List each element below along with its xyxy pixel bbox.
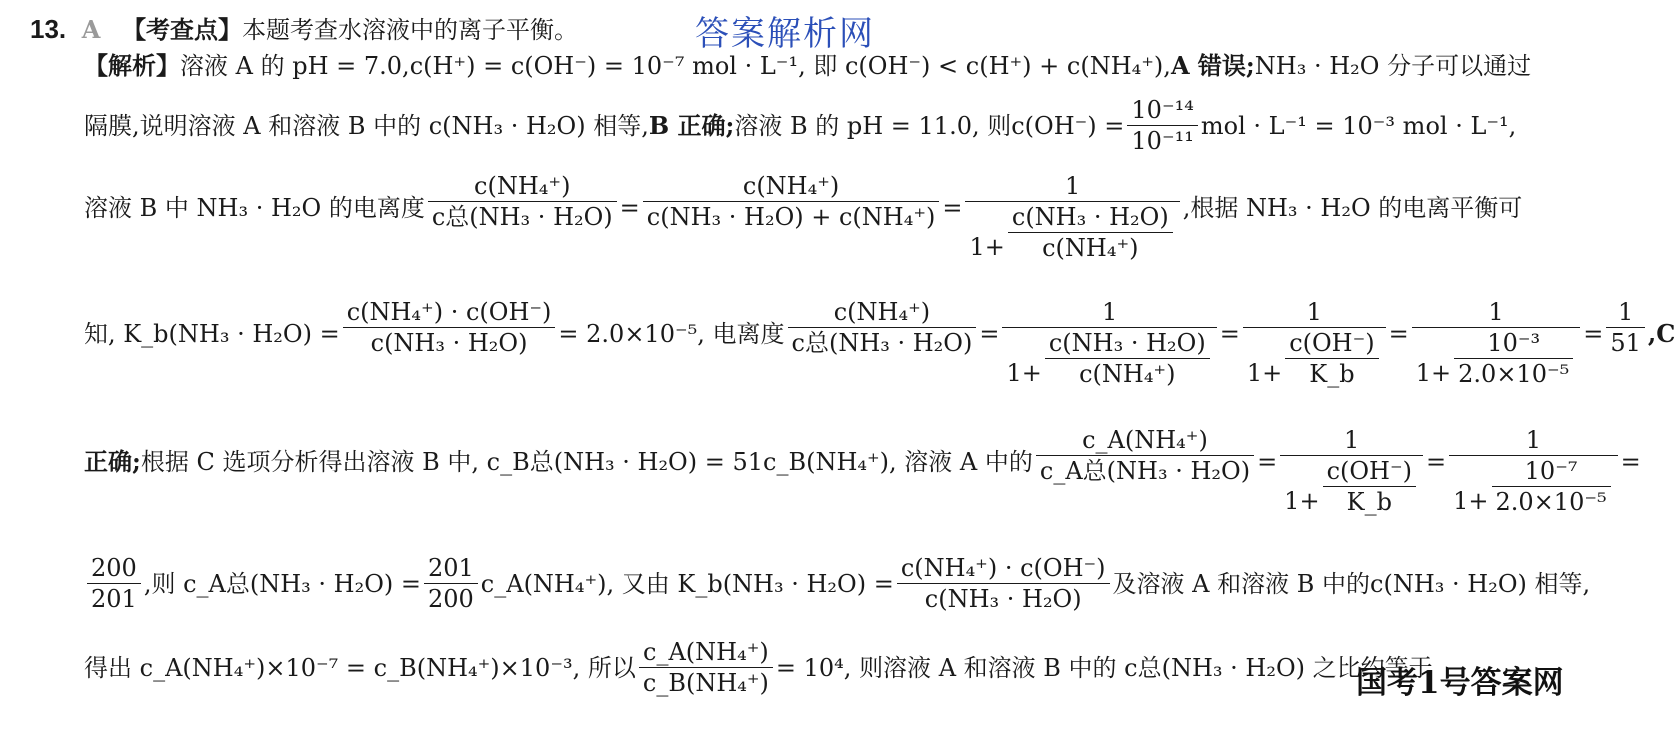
fraction-denominator: 2.0×10⁻⁵: [1458, 360, 1570, 388]
fraction-bar: [1036, 455, 1254, 456]
fraction-numerator: 1: [1488, 298, 1504, 326]
one-plus: 1+: [1006, 358, 1042, 387]
fraction-bar: [1412, 327, 1581, 328]
equals-sign: =: [1219, 320, 1240, 348]
fraction-numerator: 10⁻⁷: [1524, 457, 1578, 485]
fraction-denominator: c_B(NH₄⁺): [642, 669, 769, 697]
fraction-bar: [1606, 327, 1645, 328]
fraction-denominator: K_b: [1346, 488, 1392, 516]
fraction-denominator: K_b: [1309, 360, 1355, 388]
nested-fraction: [1492, 459, 1611, 514]
equals-sign: =: [1388, 320, 1409, 348]
fraction-denominator: 200: [427, 585, 474, 613]
analysis-label: 【解析】: [84, 51, 180, 80]
fraction-denominator: 10⁻¹¹: [1131, 127, 1194, 155]
fraction-bar: [897, 583, 1110, 584]
fraction-numerator: 1: [1101, 298, 1118, 326]
fraction-200-201: [87, 556, 141, 611]
fraction-numerator: c(NH₄⁺): [474, 172, 571, 200]
line2-text-b: 溶液 B 的 pH = 11.0, 则c(OH⁻) =: [734, 111, 1125, 140]
fraction-numerator: 1: [1064, 172, 1081, 200]
fraction-kb-expression: [897, 556, 1110, 611]
fraction-oh-concentration: [1127, 98, 1197, 153]
fraction-bar: [87, 583, 141, 584]
fraction-bar: [1127, 125, 1197, 126]
fraction-ionization-b: [643, 174, 940, 229]
fraction-bar: [1045, 358, 1210, 359]
fraction-denominator: [1412, 331, 1581, 386]
fraction-oh-over-kb: [1243, 300, 1386, 386]
fraction-numerator: c(NH₄⁺) · c(OH⁻): [900, 554, 1106, 582]
fraction-bar: [424, 583, 478, 584]
verdict-a-wrong: A 错误;: [1170, 51, 1255, 80]
fraction-denominator: c(NH₄⁺): [1042, 234, 1139, 262]
fraction-bar: [1243, 327, 1386, 328]
fraction-degree-expanded: [1002, 300, 1216, 386]
fraction-bar: [1285, 358, 1378, 359]
equals-sign: =: [942, 194, 963, 222]
one-plus: 1+: [1246, 358, 1283, 387]
fraction-bar: [1323, 486, 1416, 487]
line6-text-a: ,则 c_A总(NH₃ · H₂O) =: [143, 569, 421, 598]
line6-text-b: c_A(NH₄⁺), 又由 K_b(NH₃ · H₂O) =: [480, 569, 894, 598]
fraction-bar: [1008, 232, 1173, 233]
one-plus: 1+: [1284, 486, 1320, 515]
line4-text-b: = 2.0×10⁻⁵, 电离度: [558, 320, 785, 348]
fraction-numerator: c(NH₃ · H₂O): [1048, 329, 1206, 357]
line4-text-a: 知, K_b(NH₃ · H₂O) =: [84, 320, 340, 348]
fraction-degree: [788, 300, 977, 355]
fraction-numerator: c(NH₄⁺): [833, 298, 931, 326]
fraction-ionization-a: [428, 174, 617, 229]
solution-line-4: [84, 300, 1675, 386]
nested-fraction: [1045, 331, 1210, 386]
fraction-numerator: c_A(NH₄⁺): [1082, 426, 1208, 454]
fraction-denominator: 51: [1610, 329, 1641, 357]
fraction-bar: [1492, 486, 1611, 487]
fraction-numerator: 10⁻¹⁴: [1131, 96, 1194, 124]
fraction-numerator: c(NH₃ · H₂O): [1011, 203, 1169, 231]
verdict-c-label: ,C: [1647, 319, 1675, 348]
equals-sign: =: [1620, 448, 1641, 476]
equals-sign: =: [979, 320, 1000, 348]
solution-line-2: [84, 98, 1516, 153]
line7-text-b: = 10⁴, 则溶液 A 和溶液 B 中的 c总(NH₃ · H₂O) 之比约等于: [775, 653, 1433, 682]
solution-line-5: [84, 428, 1641, 514]
fraction-bar: [639, 667, 773, 668]
topic-text: 本题考查水溶液中的离子平衡。: [242, 16, 579, 44]
question-header: [30, 10, 578, 45]
fraction-numerator: c(OH⁻): [1326, 457, 1413, 485]
nested-fraction: [1454, 331, 1573, 386]
fraction-denominator: [1449, 459, 1618, 514]
line1-text-b: c(H⁺) = c(OH⁻) = 10⁻⁷ mol · L⁻¹, 即 c(OH⁻) < c(H⁺) + c(NH₄⁺),: [409, 52, 1171, 80]
line2-text-a: 隔膜,说明溶液 A 和溶液 B 中的 c(NH₃ · H₂O) 相等,: [84, 111, 649, 140]
question-number: 13.: [30, 14, 67, 44]
nested-fraction: [1285, 331, 1378, 386]
line5-text-a: 根据 C 选项分析得出溶液 B 中, c_B总(NH₃ · H₂O) = 51c_B(NH₄⁺), 溶液 A 中的: [140, 448, 1033, 476]
fraction-denominator: c总(NH₃ · H₂O): [431, 203, 613, 231]
fraction-bar: [343, 327, 556, 328]
verdict-b-correct: B 正确;: [648, 110, 735, 140]
solution-line-1: [84, 51, 1532, 80]
fraction-denominator: c(NH₃ · H₂O) + c(NH₄⁺): [646, 203, 936, 231]
fraction-numerator: 1: [1618, 298, 1634, 326]
fraction-denominator: [965, 205, 1179, 260]
verdict-c-correct: 正确;: [84, 447, 141, 476]
watermark-top: 答案解析网: [695, 14, 875, 54]
one-plus: 1+: [1453, 486, 1489, 515]
fraction-bar: [965, 201, 1179, 202]
fraction-ca-ratio: [1036, 428, 1254, 483]
fraction-denominator: c_A总(NH₃ · H₂O): [1039, 457, 1251, 485]
fraction-numeric-a: [1449, 428, 1618, 514]
fraction-numerator: 1: [1306, 298, 1322, 326]
fraction-denominator: c总(NH₃ · H₂O): [791, 329, 973, 357]
watermark-bottom: 国考1号答案网: [1356, 665, 1564, 701]
solution-line-3: [84, 174, 1522, 260]
fraction-denominator: [1243, 331, 1386, 386]
nested-fraction: [1008, 205, 1173, 260]
line7-text-a: 得出 c_A(NH₄⁺)×10⁻⁷ = c_B(NH₄⁺)×10⁻³, 所以: [84, 653, 636, 682]
line3-text-b: ,根据 NH₃ · H₂O 的电离平衡可: [1182, 194, 1523, 222]
fraction-denominator: c(NH₃ · H₂O): [370, 329, 528, 357]
fraction-bar: [1449, 455, 1618, 456]
fraction-one-over-51: [1606, 300, 1645, 355]
equals-sign: =: [1257, 448, 1278, 476]
fraction-denominator: [1002, 331, 1216, 386]
fraction-numerator: c_A(NH₄⁺): [643, 638, 769, 666]
fraction-ionization-c: [965, 174, 1179, 260]
fraction-201-200: [424, 556, 478, 611]
fraction-numerator: 200: [91, 554, 137, 582]
fraction-denominator: c(NH₄⁺): [1079, 360, 1176, 388]
equals-sign: =: [1426, 448, 1447, 476]
equals-sign: =: [619, 194, 640, 222]
fraction-bar: [1454, 358, 1573, 359]
fraction-bar: [788, 327, 977, 328]
fraction-numerator: c(NH₄⁺) · c(OH⁻): [346, 298, 552, 326]
fraction-bar: [643, 201, 940, 202]
fraction-ca-over-cb: [639, 640, 773, 695]
fraction-numerator: c(OH⁻): [1289, 329, 1375, 357]
fraction-numerator: 10⁻³: [1487, 329, 1541, 357]
equals-sign: =: [1583, 320, 1604, 348]
fraction-oh-over-kb-a: [1280, 428, 1423, 514]
line1-text-c: NH₃ · H₂O 分子可以通过: [1254, 52, 1532, 80]
fraction-numerator: 1: [1525, 426, 1542, 454]
fraction-numerator: 1: [1343, 426, 1360, 454]
fraction-bar: [1280, 455, 1423, 456]
fraction-bar: [428, 201, 617, 202]
line6-text-c: 及溶液 A 和溶液 B 中的c(NH₃ · H₂O) 相等,: [1112, 569, 1591, 598]
one-plus: 1+: [1415, 358, 1452, 387]
solution-line-6: [84, 556, 1590, 611]
fraction-denominator: 201: [91, 585, 137, 613]
one-plus: 1+: [969, 232, 1005, 261]
fraction-denominator: [1280, 459, 1423, 514]
line2-text-c: mol · L⁻¹ = 10⁻³ mol · L⁻¹,: [1200, 111, 1517, 140]
solution-line-7: [84, 640, 1433, 695]
fraction-denominator: 2.0×10⁻⁵: [1495, 488, 1607, 516]
fraction-numeric: [1412, 300, 1581, 386]
nested-fraction: [1323, 459, 1416, 514]
line1-text-a: 溶液 A 的 pH = 7.0,: [180, 52, 410, 80]
fraction-numerator: c(NH₄⁺): [742, 172, 840, 200]
fraction-numerator: 201: [427, 554, 474, 582]
fraction-denominator: c(NH₃ · H₂O): [924, 585, 1082, 613]
fraction-bar: [1002, 327, 1216, 328]
fraction-kb: [343, 300, 556, 355]
topic-label: 【考查点】: [122, 15, 243, 44]
answer-letter: A: [81, 15, 101, 44]
line3-text-a: 溶液 B 中 NH₃ · H₂O 的电离度: [84, 194, 425, 222]
